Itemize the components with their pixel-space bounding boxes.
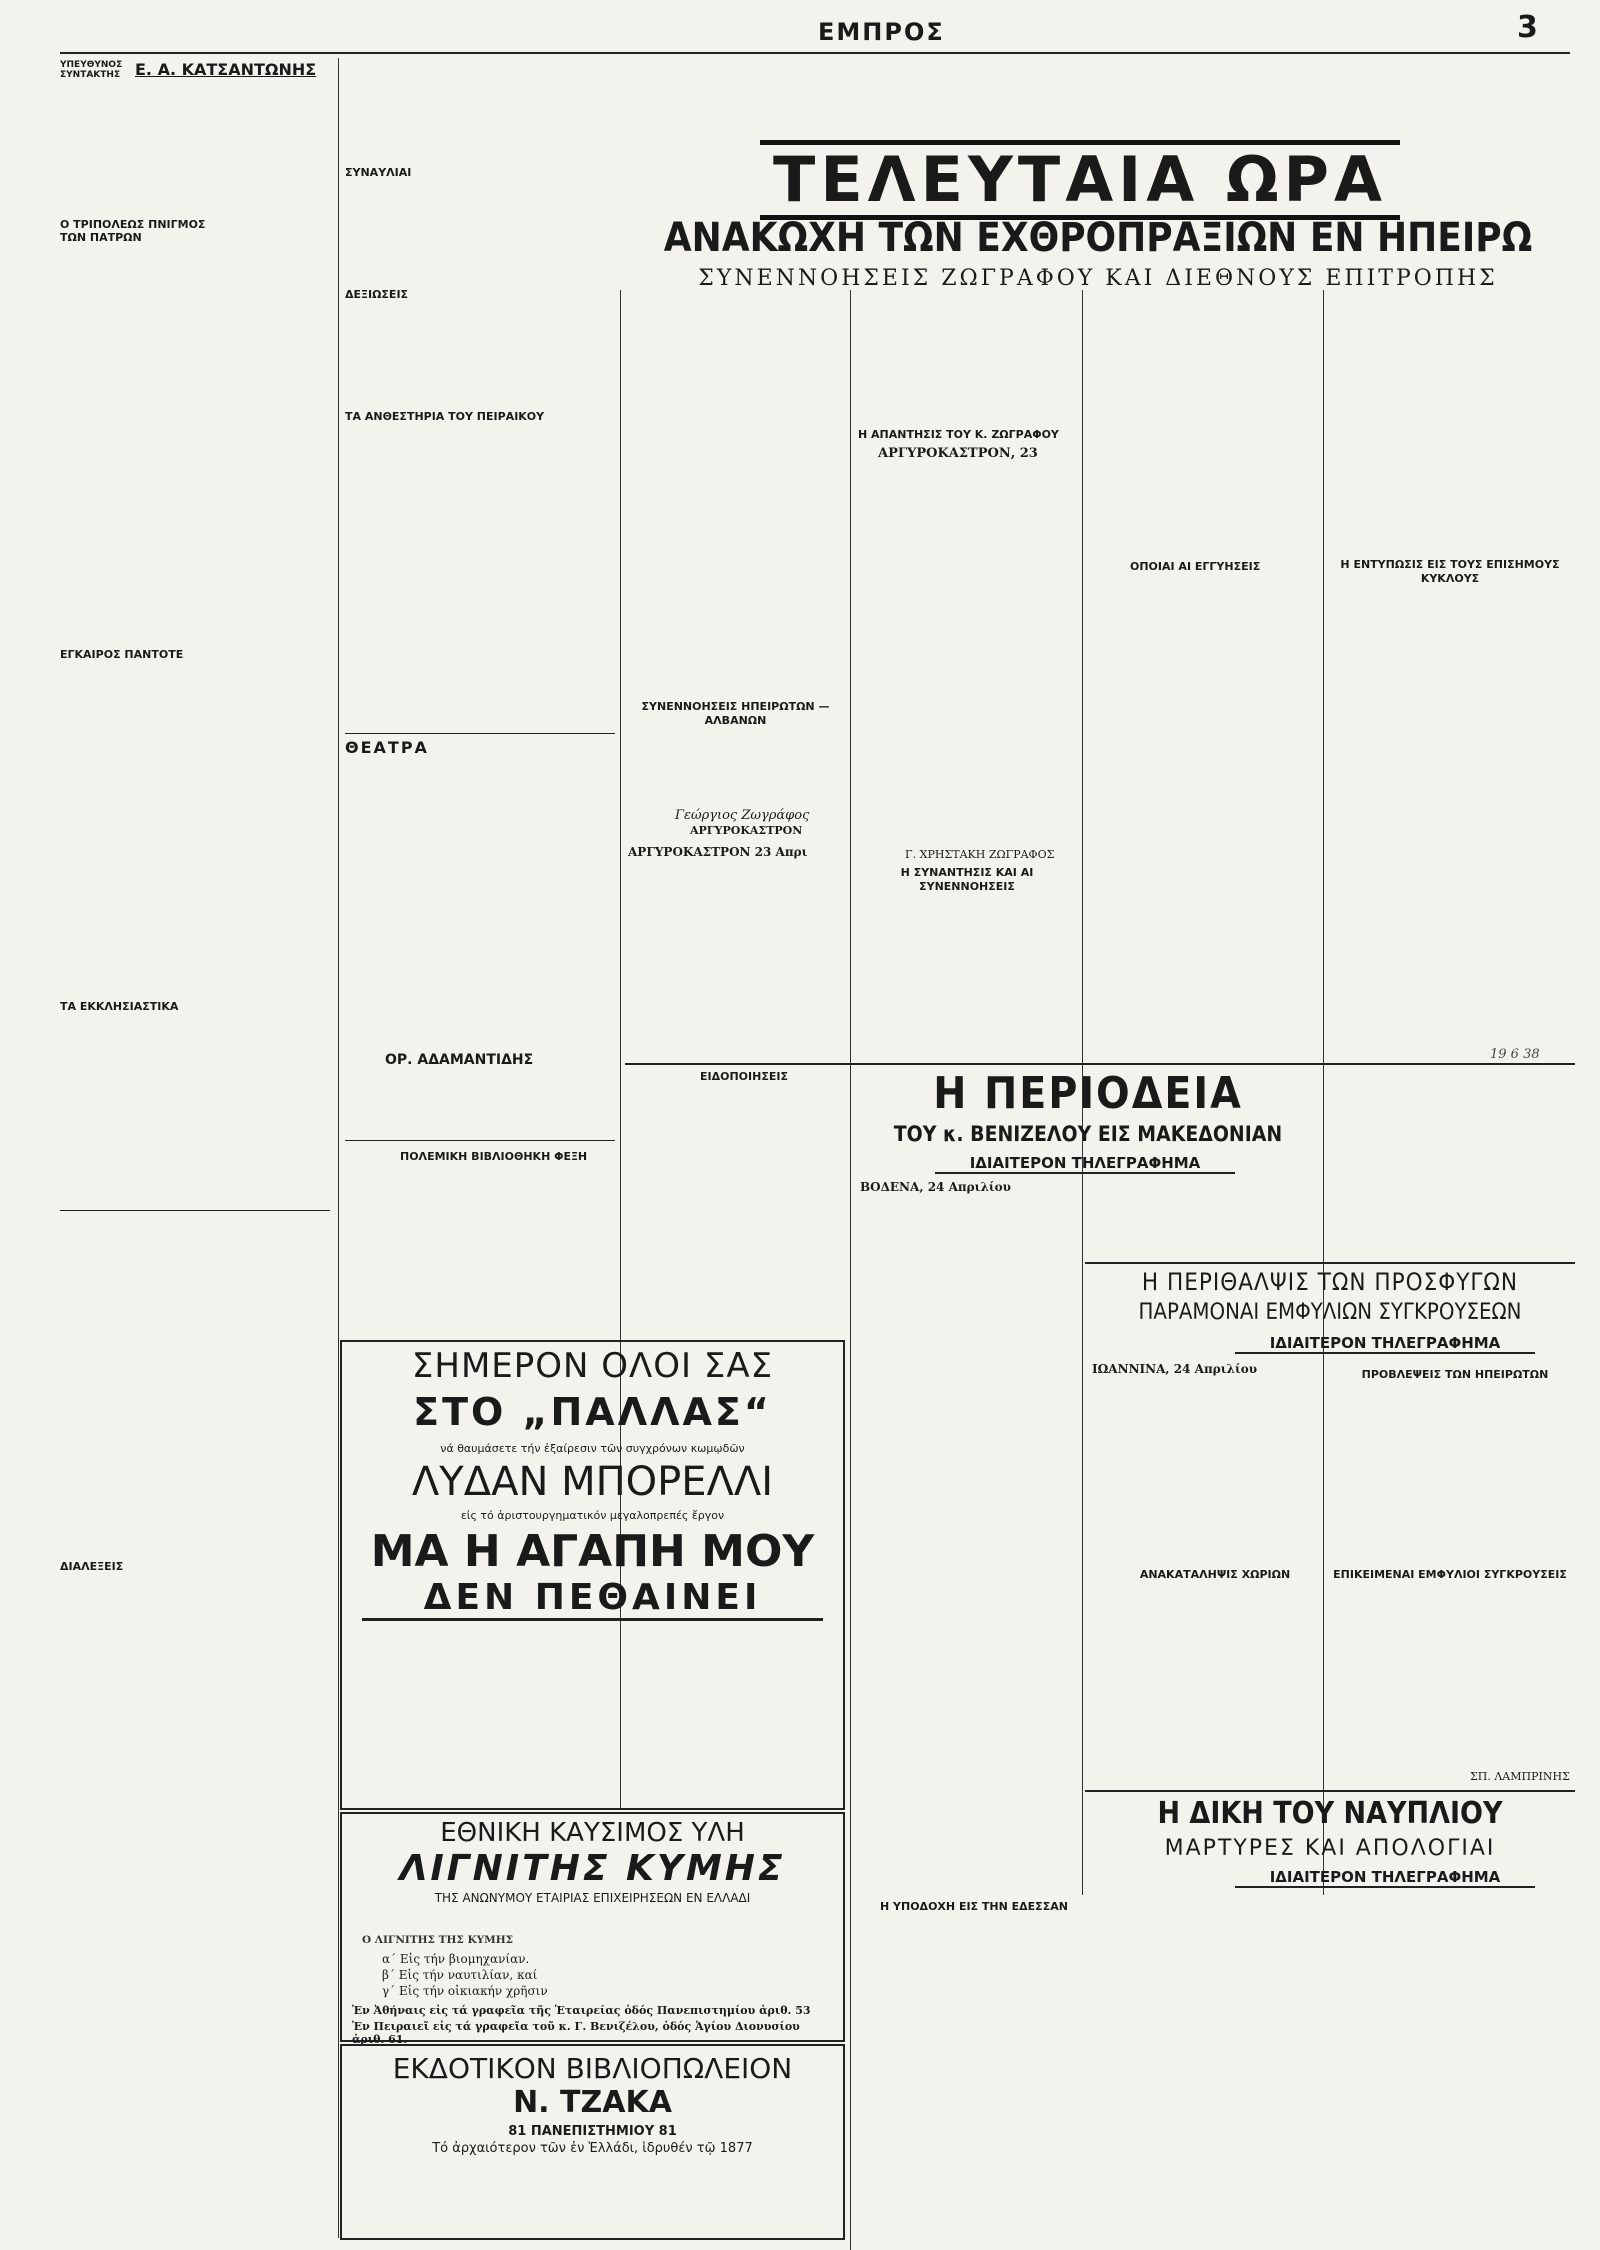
divider: [1085, 1262, 1575, 1264]
advertisement-kymis: [340, 1812, 845, 2046]
banner-headline: ΑΝΑΚΩΧΗ ΤΩΝ ΕΧΘΡΟΠΡΑΞΙΩΝ ΕΝ ΗΠΕΙΡΩ: [663, 215, 1533, 261]
column-rule: [1082, 290, 1083, 1190]
ad-bullet: γ΄ Εἰς τήν οἰκιακήν χρῆσιν: [382, 1984, 548, 1998]
article-body: [858, 1918, 1076, 1968]
ad-headline: ΕΚΔΟΤΙΚΟΝ ΒΙΒΛΙΟΠΩΛΕΙΟΝ: [392, 2052, 793, 2085]
ad-body: [352, 2160, 833, 2218]
article-body: [345, 1168, 615, 1328]
byline-label: ΥΠΕΥΘΥΝΟΣ ΣΥΝΤΑΚΤΗΣ: [60, 60, 123, 80]
section-heading: ΑΝΑΚΑΤΑΛΗΨΙΣ ΧΩΡΙΩΝ: [1139, 1568, 1291, 1581]
article-body: [1090, 1892, 1570, 1952]
article-body: [1330, 1386, 1570, 1564]
section-heading: ΣΥΝΑΥΛΙΑΙ: [345, 166, 412, 179]
article-body: [60, 1580, 330, 2240]
section-heading: ΠΡΟΒΛΕΨΕΙΣ ΤΩΝ ΗΠΕΙΡΩΤΩΝ: [1361, 1368, 1549, 1381]
article-body: [60, 905, 330, 995]
dateline: ΙΩΑΝΝΙΝΑ, 24 Απριλίου: [1092, 1362, 1258, 1376]
section-heading: ΕΠΙΚΕΙΜΕΝΑΙ ΕΜΦΥΛΙΟΙ ΣΥΓΚΡΟΥΣΕΙΣ: [1333, 1568, 1567, 1581]
dateline: ΑΡΓΥΡΟΚΑΣΤΡΟΝ: [690, 824, 803, 837]
section-heading: ΠΟΛΕΜΙΚΗ ΒΙΒΛΙΟΘΗΚΗ ΦΕΞΗ: [400, 1150, 588, 1163]
periodeia-subtitle: ΤΟΥ κ. ΒΕΝΙΖΕΛΟΥ ΕΙΣ ΜΑΚΕΔΟΝΙΑΝ: [893, 1122, 1283, 1146]
periodeia-kicker: ΙΔΙΑΙΤΕΡΟΝ ΤΗΛΕΓΡΑΦΗΜΑ: [935, 1154, 1235, 1174]
article-body: [858, 1196, 1076, 1896]
prosfyges-kicker: ΙΔΙΑΙΤΕΡΟΝ ΤΗΛΕΓΡΑΦΗΜΑ: [1235, 1334, 1535, 1354]
section-heading: ΤΑ ΑΝΘΕΣΤΗΡΙΑ ΤΟΥ ΠΕΙΡΑΙΚΟΥ: [345, 410, 545, 423]
periodeia-title: Η ΠΕΡΙΟΔΕΙΑ: [933, 1068, 1243, 1119]
section-heading: Η ΑΠΑΝΤΗΣΙΣ ΤΟΥ Κ. ΖΩΓΡΑΦΟΥ: [858, 428, 1059, 441]
byline-name: Ε. Α. ΚΑΤΣΑΝΤΩΝΗΣ: [135, 60, 317, 79]
article-body: [1090, 1378, 1318, 1558]
column-rule: [1082, 1065, 1083, 1895]
ad-headline: Ν. ΤΖΑΚΑ: [513, 2085, 672, 2120]
dateline: ΑΡΓΥΡΟΚΑΣΤΡΟΝ, 23: [878, 446, 1038, 461]
page-number: 3: [1517, 10, 1538, 45]
article-body: [1330, 300, 1570, 550]
divider: [345, 733, 615, 734]
section-heading: Η ΥΠΟΔΟΧΗ ΕΙΣ ΤΗΝ ΕΔΕΣΣΑΝ: [880, 1900, 1068, 1913]
article-body: [60, 100, 330, 210]
nafplion-subtitle: ΜΑΡΤΥΡΕΣ ΚΑΙ ΑΠΟΛΟΓΙΑΙ: [1164, 1836, 1496, 1861]
article-body: [345, 425, 615, 725]
ad-text: ΤΗΣ ΑΝΩΝΥΜΟΥ ΕΤΑΙΡΙΑΣ ΕΠΙΧΕΙΡΗΣΕΩΝ ΕΝ ΕΛΛΑΔΙ: [434, 1891, 751, 1905]
signature: ΣΠ. ΛΑΜΠΡΙΝΗΣ: [1470, 1770, 1570, 1783]
article-body: [628, 862, 843, 1062]
ad-bullet: β΄ Εἰς τήν ναυτιλίαν, καί: [382, 1968, 538, 1982]
article-body: [345, 302, 615, 374]
handwritten-note: 19 6 38: [1490, 1047, 1540, 1062]
section-heading: ΕΓΚΑΙΡΟΣ ΠΑΝΤΟΤΕ: [60, 648, 184, 661]
section-heading: ΔΙΑΛΕΞΕΙΣ: [60, 1560, 124, 1573]
article-body: [1090, 580, 1318, 1055]
article-body: [60, 1020, 330, 1205]
article-body: [345, 180, 615, 280]
article-body: [1330, 1070, 1570, 1230]
column-rule: [1323, 290, 1324, 1190]
banner-title: ΤΕΛΕΥΤΑΙΑ ΩΡΑ: [760, 140, 1400, 220]
ad-film: ΜΑ Η ΑΓΑΠΗ ΜΟΥ: [370, 1526, 815, 1577]
divider: [345, 1140, 615, 1141]
section-heading: ΔΕΞΙΩΣΕΙΣ: [345, 288, 409, 301]
article-body: [60, 1215, 330, 1435]
divider: [625, 1063, 1575, 1065]
ad-text: Τό ἀρχαιότερον τῶν ἐν Ἑλλάδι, ἱδρυθέν τῷ 1877: [432, 2141, 753, 2156]
article-body: [345, 1070, 615, 1110]
article-body: [858, 300, 1076, 420]
section-heading: ΟΠΟΙΑΙ ΑΙ ΕΓΓΥΗΣΕΙΣ: [1130, 560, 1261, 573]
masthead-name: ΕΜΠΡΟΣ: [818, 18, 945, 46]
ad-text: 81 ΠΑΝΕΠΙΣΤΗΜΙΟΥ 81: [508, 2124, 677, 2139]
article-body: [1330, 592, 1570, 1042]
section-heading: Η ΣΥΝΑΝΤΗΣΙΣ ΚΑΙ ΑΙ ΣΥΝΕΝΝΟΗΣΕΙΣ: [900, 866, 1034, 893]
article-body: [1090, 300, 1318, 550]
advertisement-pallas: [340, 1340, 845, 1810]
ad-bullet: α΄ Εἰς τήν βιομηχανίαν.: [382, 1952, 530, 1966]
article-body: [345, 760, 615, 1060]
article-body: [345, 60, 615, 160]
ad-film: ΔΕΝ ΠΕΘΑΙΝΕΙ: [362, 1577, 823, 1621]
section-heading: ΤΑ ΕΚΚΛΗΣΙΑΣΤΙΚΑ: [60, 1000, 179, 1013]
ad-star: ΛΥΔΑΝ ΜΠΟΡΕΛΛΙ: [411, 1459, 774, 1505]
ad-text: νά θαυμάσετε τήν ἐξαίρεσιν τῶν συγχρόνων κωμῳδῶν: [440, 1442, 745, 1455]
ad-footer: Ἐν Πειραιεῖ εἰς τά γραφεῖα τοῦ κ. Γ. Βενιζέλου, ὁδός Ἁγίου Διονυσίου ἀριθ. 61.: [352, 2020, 800, 2046]
article-body: [60, 668, 330, 898]
advertisement-tzaka: [340, 2044, 845, 2240]
signature: Γεώργιος Ζωγράφος: [675, 808, 810, 823]
dateline: ΒΟΔΕΝΑ, 24 Απριλίου: [860, 1180, 1011, 1194]
article-body: [1330, 1600, 1570, 1750]
section-heading: ΘΕΑΤΡΑ: [345, 738, 429, 757]
ad-headline: ΣΗΜΕΡΟΝ ΟΛΟΙ ΣΑΣ: [411, 1346, 774, 1386]
section-heading: Η ΕΝΤΥΠΩΣΙΣ ΕΙΣ ΤΟΥΣ ΕΠΙΣΗΜΟΥΣ ΚΥΚΛΟΥΣ: [1340, 558, 1560, 585]
article-body: [628, 735, 843, 805]
ad-headline: ΕΘΝΙΚΗ ΚΑΥΣΙΜΟΣ ΥΛΗ: [440, 1818, 745, 1848]
column-rule: [338, 58, 339, 2238]
article-body: [628, 300, 843, 690]
section-heading: ΣΥΝΕΝΝΟΗΣΕΙΣ ΗΠΕΙΡΩΤΩΝ — ΑΛΒΑΝΩΝ: [641, 700, 830, 727]
article-body: [858, 465, 1076, 830]
article-body: [1090, 1180, 1318, 1260]
byline: [60, 60, 338, 96]
ad-headline: ΛΙΓΝΙΤΗΣ ΚΥΜΗΣ: [399, 1848, 786, 1889]
article-body: [628, 1088, 843, 1208]
divider: [60, 1210, 330, 1211]
ad-text: Ο ΛΙΓΝΙΤΗΣ ΤΗΣ ΚΥΜΗΣ: [362, 1934, 514, 1946]
ad-text: εἰς τό ἀριστουργηματικόν μεγαλοπρεπές ἔργον: [460, 1509, 725, 1522]
prosfyges-subtitle: ΠΑΡΑΜΟΝΑΙ ΕΜΦΥΛΙΩΝ ΣΥΓΚΡΟΥΣΕΩΝ: [1138, 1300, 1522, 1325]
article-body: [60, 248, 330, 648]
divider: [1085, 1790, 1575, 1792]
masthead-rule: [60, 52, 1570, 54]
theatre-name: ΟΡ. ΑΔΑΜΑΝΤΙΔΗΣ: [385, 1052, 534, 1068]
section-heading: Ο ΤΡΙΠΟΛΕΩΣ ΠΝΙΓΜΟΣ ΤΩΝ ΠΑΤΡΩΝ: [60, 218, 206, 244]
dateline: ΑΡΓΥΡΟΚΑΣΤΡΟΝ 23 Απρι: [628, 845, 808, 859]
column-rule: [1323, 1065, 1324, 1895]
banner-subheadline: ΣΥΝΕΝΝΟΗΣΕΙΣ ΖΩΓΡΑΦΟΥ ΚΑΙ ΔΙΕΘΝΟΥΣ ΕΠΙΤΡΟΠΗΣ: [698, 266, 1498, 291]
signature: Γ. ΧΡΗΣΤΑΚΗ ΖΩΓΡΑΦΟΣ: [905, 848, 1055, 861]
section-heading: ΕΙΔΟΠΟΙΗΣΕΙΣ: [700, 1070, 788, 1083]
ad-footer: Ἐν Ἀθήναις εἰς τά γραφεῖα τῆς Ἑταιρείας ὁδός Πανεπιστημίου ἀριθ. 53: [352, 2004, 811, 2017]
article-body: [60, 1440, 330, 1520]
article-body: [1090, 1586, 1318, 1786]
nafplion-kicker: ΙΔΙΑΙΤΕΡΟΝ ΤΗΛΕΓΡΑΦΗΜΑ: [1235, 1868, 1535, 1888]
nafplion-title: Η ΔΙΚΗ ΤΟΥ ΝΑΥΠΛΙΟΥ: [1157, 1796, 1503, 1831]
ad-theatre: ΣΤΟ „ΠΑΛΛΑΣ“: [413, 1390, 772, 1434]
column-rule: [850, 290, 851, 2250]
article-body: [858, 900, 1076, 1060]
prosfyges-title: Η ΠΕΡΙΘΑΛΨΙΣ ΤΩΝ ΠΡΟΣΦΥΓΩΝ: [1141, 1268, 1519, 1296]
